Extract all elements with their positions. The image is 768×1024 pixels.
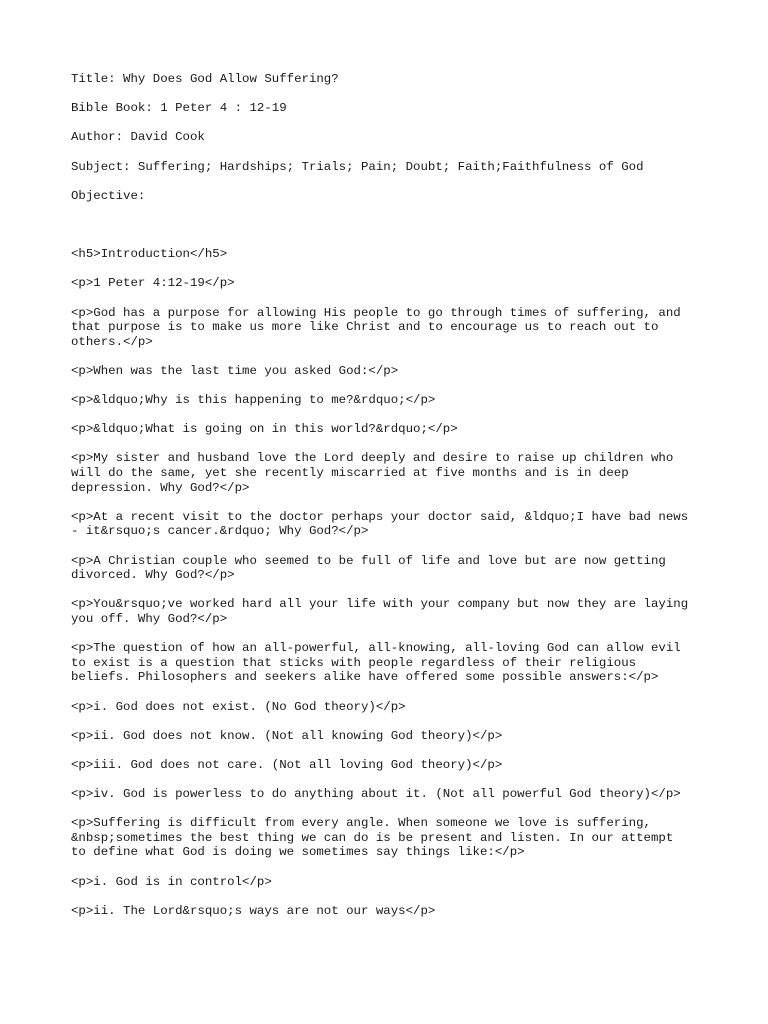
paragraph-why-me: <p>&ldquo;Why is this happening to me?&rdquo;</p> <box>71 393 436 408</box>
document-page <box>71 72 711 933</box>
paragraph-scripture-reference: <p>1 Peter 4:12-19</p> <box>71 276 235 291</box>
paragraph-theory-2: <p>ii. God does not know. (Not all knowing God theory)</p> <box>71 728 503 743</box>
paragraph-purpose: <p>God has a purpose for allowing His people to go through times of suffering, and that purpose is to make us more like Christ and to encourage us to reach out to others.</p> <box>71 305 681 349</box>
paragraph-sister-example: <p>My sister and husband love the Lord deeply and desire to raise up children who will do the same, yet she recently miscarried at five months and is in deep depression. Why God?</p> <box>71 451 674 495</box>
paragraph-question-of-evil: <p>The question of how an all-powerful, all-knowing, all-loving God can allow evil to exist is a question that sticks with people regardless of their religious beliefs. Philosophers and seekers alike have offered some possible answers:</p> <box>71 641 681 685</box>
document-title: Title: Why Does God Allow Suffering? <box>71 72 339 86</box>
paragraph-theory-1: <p>i. God does not exist. (No God theory)</p> <box>71 699 406 714</box>
paragraph-doctor-example: <p>At a recent visit to the doctor perhaps your doctor said, &ldquo;I have bad news - it&rsquo;s cancer.&rdquo; Why God?</p> <box>71 509 689 539</box>
paragraph-introduction-heading: <h5>Introduction</h5> <box>71 247 228 262</box>
author-line: Author: David Cook <box>71 130 205 145</box>
section-spacer <box>71 218 711 247</box>
paragraph-theory-4: <p>iv. God is powerless to do anything about it. (Not all powerful God theory)</p> <box>71 787 681 802</box>
paragraph-suffering-difficult: <p>Suffering is difficult from every angle. When someone we love is suffering, &nbsp;sometimes the best thing we can do is be present and listen. In our attempt to define what God is doing we sometimes say things like:</p> <box>71 816 674 860</box>
paragraph-question-prompt: <p>When was the last time you asked God:</p> <box>71 363 399 378</box>
subject-line: Subject: Suffering; Hardships; Trials; Pain; Doubt; Faith;Faithfulness of God <box>71 159 644 174</box>
bible-book-line: Bible Book: 1 Peter 4 : 12-19 <box>71 101 287 116</box>
paragraph-world: <p>&ldquo;What is going on in this world?&rdquo;</p> <box>71 422 458 437</box>
paragraph-saying-1: <p>i. God is in control</p> <box>71 874 272 889</box>
paragraph-theory-3: <p>iii. God does not care. (Not all loving God theory)</p> <box>71 757 503 772</box>
paragraph-saying-2: <p>ii. The Lord&rsquo;s ways are not our ways</p> <box>71 903 436 918</box>
paragraph-layoff-example: <p>You&rsquo;ve worked hard all your life with your company but now they are laying you off. Why God?</p> <box>71 597 689 626</box>
objective-line: Objective: <box>71 188 146 203</box>
paragraph-couple-example: <p>A Christian couple who seemed to be full of life and love but are now getting divorced. Why God?</p> <box>71 553 666 583</box>
